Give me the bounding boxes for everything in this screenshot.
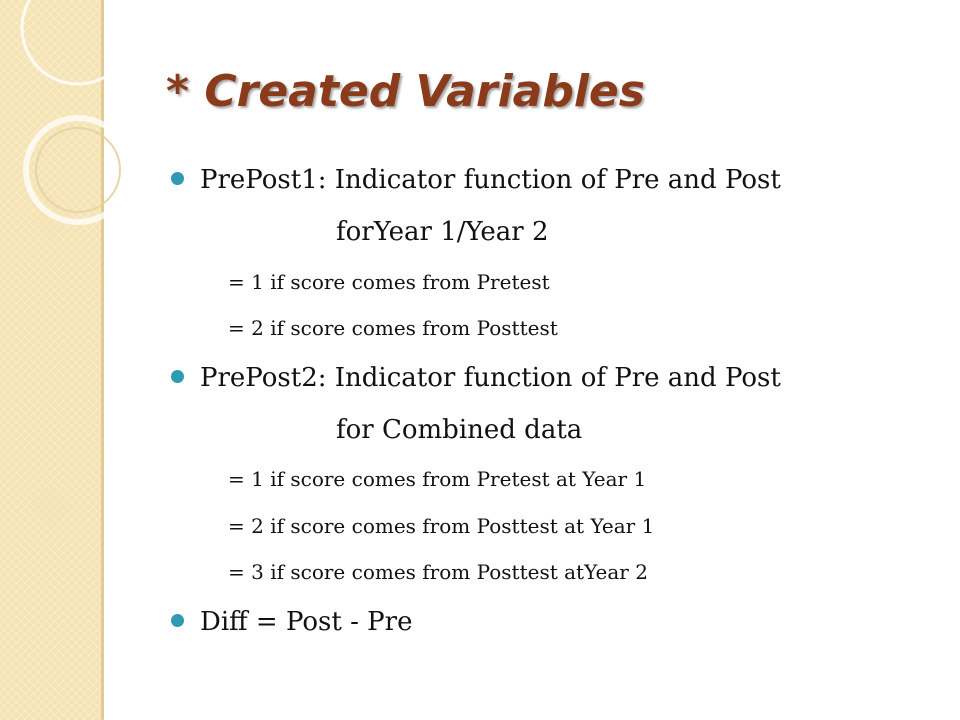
list-item-prepost1-value-1: = 1 if score comes from Pretest <box>228 270 550 294</box>
decorative-rings <box>0 0 140 260</box>
list-item-prepost2-value-3: = 3 if score comes from Posttest atYear 2 <box>228 560 648 584</box>
list-item-prepost1-value-2: = 2 if score comes from Posttest <box>228 316 558 340</box>
list-item-prepost1: PrePost1: Indicator function of Pre and Post <box>200 165 781 195</box>
bullet-dot <box>171 370 184 383</box>
list-item-prepost2: PrePost2: Indicator function of Pre and Post <box>200 363 781 393</box>
list-item-prepost2-detail: for Combined data <box>336 415 583 445</box>
list-item-prepost2-value-2: = 2 if score comes from Posttest at Year 1 <box>228 514 655 538</box>
list-item-prepost1-detail: forYear 1/Year 2 <box>336 217 549 247</box>
slide-title: * Created Variables <box>166 66 645 117</box>
bullet-dot <box>171 614 184 627</box>
list-item-diff: Diff = Post - Pre <box>200 607 413 637</box>
list-item-prepost2-value-1: = 1 if score comes from Pretest at Year 1 <box>228 467 647 491</box>
bullet-dot <box>171 172 184 185</box>
